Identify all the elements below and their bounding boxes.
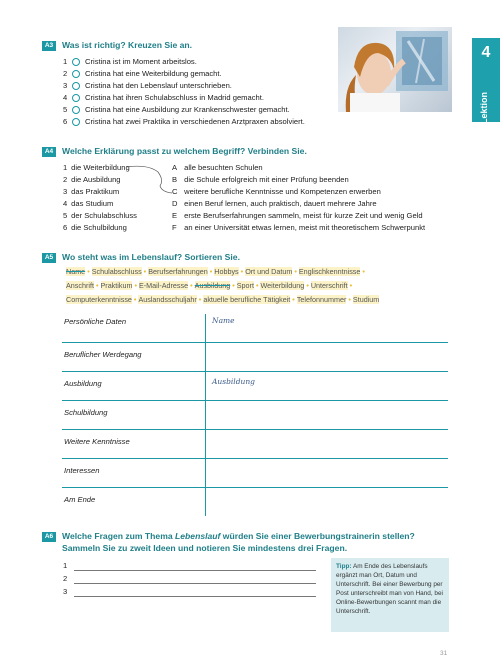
definition-text: an einer Universität etwas lernen, meist mit theoretischem Schwerpunkt bbox=[184, 223, 426, 232]
a3-list bbox=[63, 56, 333, 126]
item-text: Cristina hat den Lebenslauf unterschrieben. bbox=[85, 81, 232, 90]
term-item bbox=[63, 222, 127, 233]
a4-tag: A4 bbox=[42, 147, 56, 157]
definition-letter: A bbox=[172, 163, 178, 172]
answer-line-2[interactable] bbox=[74, 583, 316, 584]
word-bank-line-2: Anschrift • Praktikum • E-Mail-Adresse • Ausbildung • Sport • Weiterbildung • Unterschrift • bbox=[66, 281, 353, 290]
definition-item bbox=[172, 198, 377, 209]
term-number: 1 bbox=[63, 163, 68, 172]
word-chip: Studium bbox=[352, 295, 380, 304]
word-chip: Englischkenntnisse bbox=[298, 267, 361, 276]
term-item bbox=[63, 210, 137, 221]
a6-subtitle: Sammeln Sie zu zweit Ideen und notieren Sie mindestens drei Fragen. bbox=[62, 543, 348, 553]
checkbox-circle[interactable] bbox=[72, 94, 80, 102]
word-chip: Hobbys bbox=[214, 267, 239, 276]
checkbox-circle[interactable] bbox=[72, 118, 80, 126]
list-item bbox=[63, 56, 197, 67]
word-chip: aktuelle berufliche Tätigkeit bbox=[203, 295, 291, 304]
item-text: Cristina ist im Moment arbeitslos. bbox=[85, 57, 197, 66]
item-number: 1 bbox=[63, 57, 68, 66]
tip-text: Am Ende des Lebenslaufs ergänzt man Ort, Datum und Unterschrift. Bei einer Bewerbung per Post unterschreibt man von Hand, bei Online-Bewerbungen scannt man die Unterschrift. bbox=[336, 563, 443, 615]
row-label-schooling: Schulbildung bbox=[64, 408, 108, 417]
definition-letter: D bbox=[172, 199, 178, 208]
word-chip: Computerkenntnisse bbox=[66, 295, 132, 304]
item-text: Cristina hat eine Weiterbildung gemacht. bbox=[85, 69, 222, 78]
a4-definitions bbox=[172, 162, 462, 234]
definition-text: weitere berufliche Kenntnisse und Kompetenzen erwerben bbox=[184, 187, 381, 196]
a3-title: Was ist richtig? Kreuzen Sie an. bbox=[62, 40, 193, 50]
checkbox-circle[interactable] bbox=[72, 58, 80, 66]
handwritten-ausbildung: Ausbildung bbox=[212, 377, 255, 386]
item-number: 5 bbox=[63, 105, 68, 114]
list-item bbox=[63, 80, 232, 91]
definition-text: erste Berufserfahrungen sammeln, meist für kurze Zeit und wenig Geld bbox=[184, 211, 423, 220]
word-chip: Name bbox=[66, 267, 86, 276]
row-divider bbox=[62, 458, 448, 459]
list-item bbox=[63, 116, 305, 127]
row-divider bbox=[62, 371, 448, 372]
item-text: Cristina hat zwei Praktika in verschiedenen Arztpraxen absolviert. bbox=[85, 117, 305, 126]
a6-title bbox=[62, 531, 415, 541]
row-label-end: Am Ende bbox=[64, 495, 96, 504]
tip-label: Tipp: bbox=[336, 563, 352, 570]
definition-item bbox=[172, 210, 423, 221]
list-item bbox=[63, 92, 264, 103]
definition-letter: E bbox=[172, 211, 178, 220]
term-number: 6 bbox=[63, 223, 68, 232]
connection-line bbox=[124, 162, 174, 198]
page-number: 31 bbox=[440, 650, 448, 657]
definition-item bbox=[172, 222, 425, 233]
item-text: Cristina hat eine Ausbildung zur Krankenschwester gemacht. bbox=[85, 105, 290, 114]
row-label-career: Beruflicher Werdegang bbox=[64, 350, 142, 359]
a6-title-emphasis: Lebenslauf bbox=[175, 531, 221, 541]
word-chip: E-Mail-Adresse bbox=[138, 281, 189, 290]
tip-box bbox=[331, 558, 449, 632]
word-bank-line-3: Computerkenntnisse • Auslandsschuljahr • aktuelle berufliche Tätigkeit • Telefonnummer • Studium bbox=[66, 295, 380, 304]
word-chip: Berufserfahrungen bbox=[148, 267, 208, 276]
a6-title-part: Welche Fragen zum Thema bbox=[62, 531, 176, 541]
list-item bbox=[63, 104, 290, 115]
answer-line-number: 1 bbox=[63, 561, 68, 570]
a5-title: Wo steht was im Lebenslauf? Sortieren Sie. bbox=[62, 252, 240, 262]
term-number: 4 bbox=[63, 199, 68, 208]
woman-xray-photo bbox=[338, 27, 452, 112]
word-chip: Anschrift bbox=[66, 281, 94, 290]
a4-title: Welche Erklärung passt zu welchem Begriff? Verbinden Sie. bbox=[62, 146, 307, 156]
term-text: der Schulabschluss bbox=[71, 211, 137, 220]
row-divider bbox=[62, 429, 448, 430]
a5-tag: A5 bbox=[42, 253, 56, 263]
term-text: die Schulbildung bbox=[71, 223, 127, 232]
term-number: 2 bbox=[63, 175, 68, 184]
item-number: 6 bbox=[63, 117, 68, 126]
definition-text: die Schule erfolgreich mit einer Prüfung beenden bbox=[184, 175, 349, 184]
word-chip: Sport bbox=[236, 281, 254, 290]
word-chip: Ort und Datum bbox=[245, 267, 293, 276]
definition-letter: C bbox=[172, 187, 178, 196]
word-chip: Auslandsschuljahr bbox=[138, 295, 197, 304]
term-text: die Weiterbildung bbox=[71, 163, 130, 172]
a6-title-part: würden Sie einer Bewerbungstrainerin stellen? bbox=[220, 531, 415, 541]
row-label-training: Ausbildung bbox=[64, 379, 102, 388]
definition-item bbox=[172, 186, 381, 197]
answer-line-number: 3 bbox=[63, 587, 68, 596]
word-chip: Praktikum bbox=[100, 281, 133, 290]
term-item bbox=[63, 162, 130, 173]
term-text: das Studium bbox=[71, 199, 114, 208]
list-item bbox=[63, 68, 222, 79]
word-chip: Ausbildung bbox=[194, 281, 231, 290]
definition-text: alle besuchten Schulen bbox=[184, 163, 263, 172]
lektion-number: 4 bbox=[481, 44, 491, 61]
definition-item bbox=[172, 162, 263, 173]
word-chip: Weiterbildung bbox=[260, 281, 305, 290]
checkbox-circle[interactable] bbox=[72, 82, 80, 90]
item-number: 4 bbox=[63, 93, 68, 102]
term-number: 5 bbox=[63, 211, 68, 220]
term-text: das Praktikum bbox=[71, 187, 120, 196]
definition-text: einen Beruf lernen, auch praktisch, dauert mehrere Jahre bbox=[184, 199, 377, 208]
a3-tag: A3 bbox=[42, 41, 56, 51]
term-item bbox=[63, 174, 121, 185]
item-text: Cristina hat ihren Schulabschluss in Madrid gemacht. bbox=[85, 93, 264, 102]
row-divider bbox=[62, 342, 448, 343]
definition-item bbox=[172, 174, 349, 185]
row-label-interests: Interessen bbox=[64, 466, 100, 475]
checkbox-circle[interactable] bbox=[72, 70, 80, 78]
cv-sorting-table bbox=[62, 314, 448, 516]
word-chip: Telefonnummer bbox=[296, 295, 347, 304]
handwritten-name: Name bbox=[212, 316, 235, 325]
term-item bbox=[63, 198, 113, 209]
item-number: 2 bbox=[63, 69, 68, 78]
definition-letter: B bbox=[172, 175, 178, 184]
answer-line-3[interactable] bbox=[74, 596, 316, 597]
lektion-label: Lektion bbox=[479, 91, 489, 124]
a6-tag: A6 bbox=[42, 532, 56, 542]
row-label-personal-data: Persönliche Daten bbox=[64, 317, 127, 326]
term-item bbox=[63, 186, 119, 197]
answer-line-number: 2 bbox=[63, 574, 68, 583]
row-divider bbox=[62, 487, 448, 488]
lektion-tab bbox=[472, 38, 500, 122]
word-bank-line-1: Name • Schulabschluss • Berufserfahrungen • Hobbys • Ort und Datum • Englischkenntnisse • bbox=[66, 267, 365, 276]
table-divider bbox=[205, 314, 206, 516]
item-number: 3 bbox=[63, 81, 68, 90]
definition-letter: F bbox=[172, 223, 177, 232]
answer-line-1[interactable] bbox=[74, 570, 316, 571]
checkbox-circle[interactable] bbox=[72, 106, 80, 114]
term-number: 3 bbox=[63, 187, 68, 196]
row-label-skills: Weitere Kenntnisse bbox=[64, 437, 130, 446]
word-chip: Schulabschluss bbox=[91, 267, 142, 276]
term-text: die Ausbildung bbox=[71, 175, 121, 184]
word-chip: Unterschrift bbox=[310, 281, 348, 290]
row-divider bbox=[62, 400, 448, 401]
